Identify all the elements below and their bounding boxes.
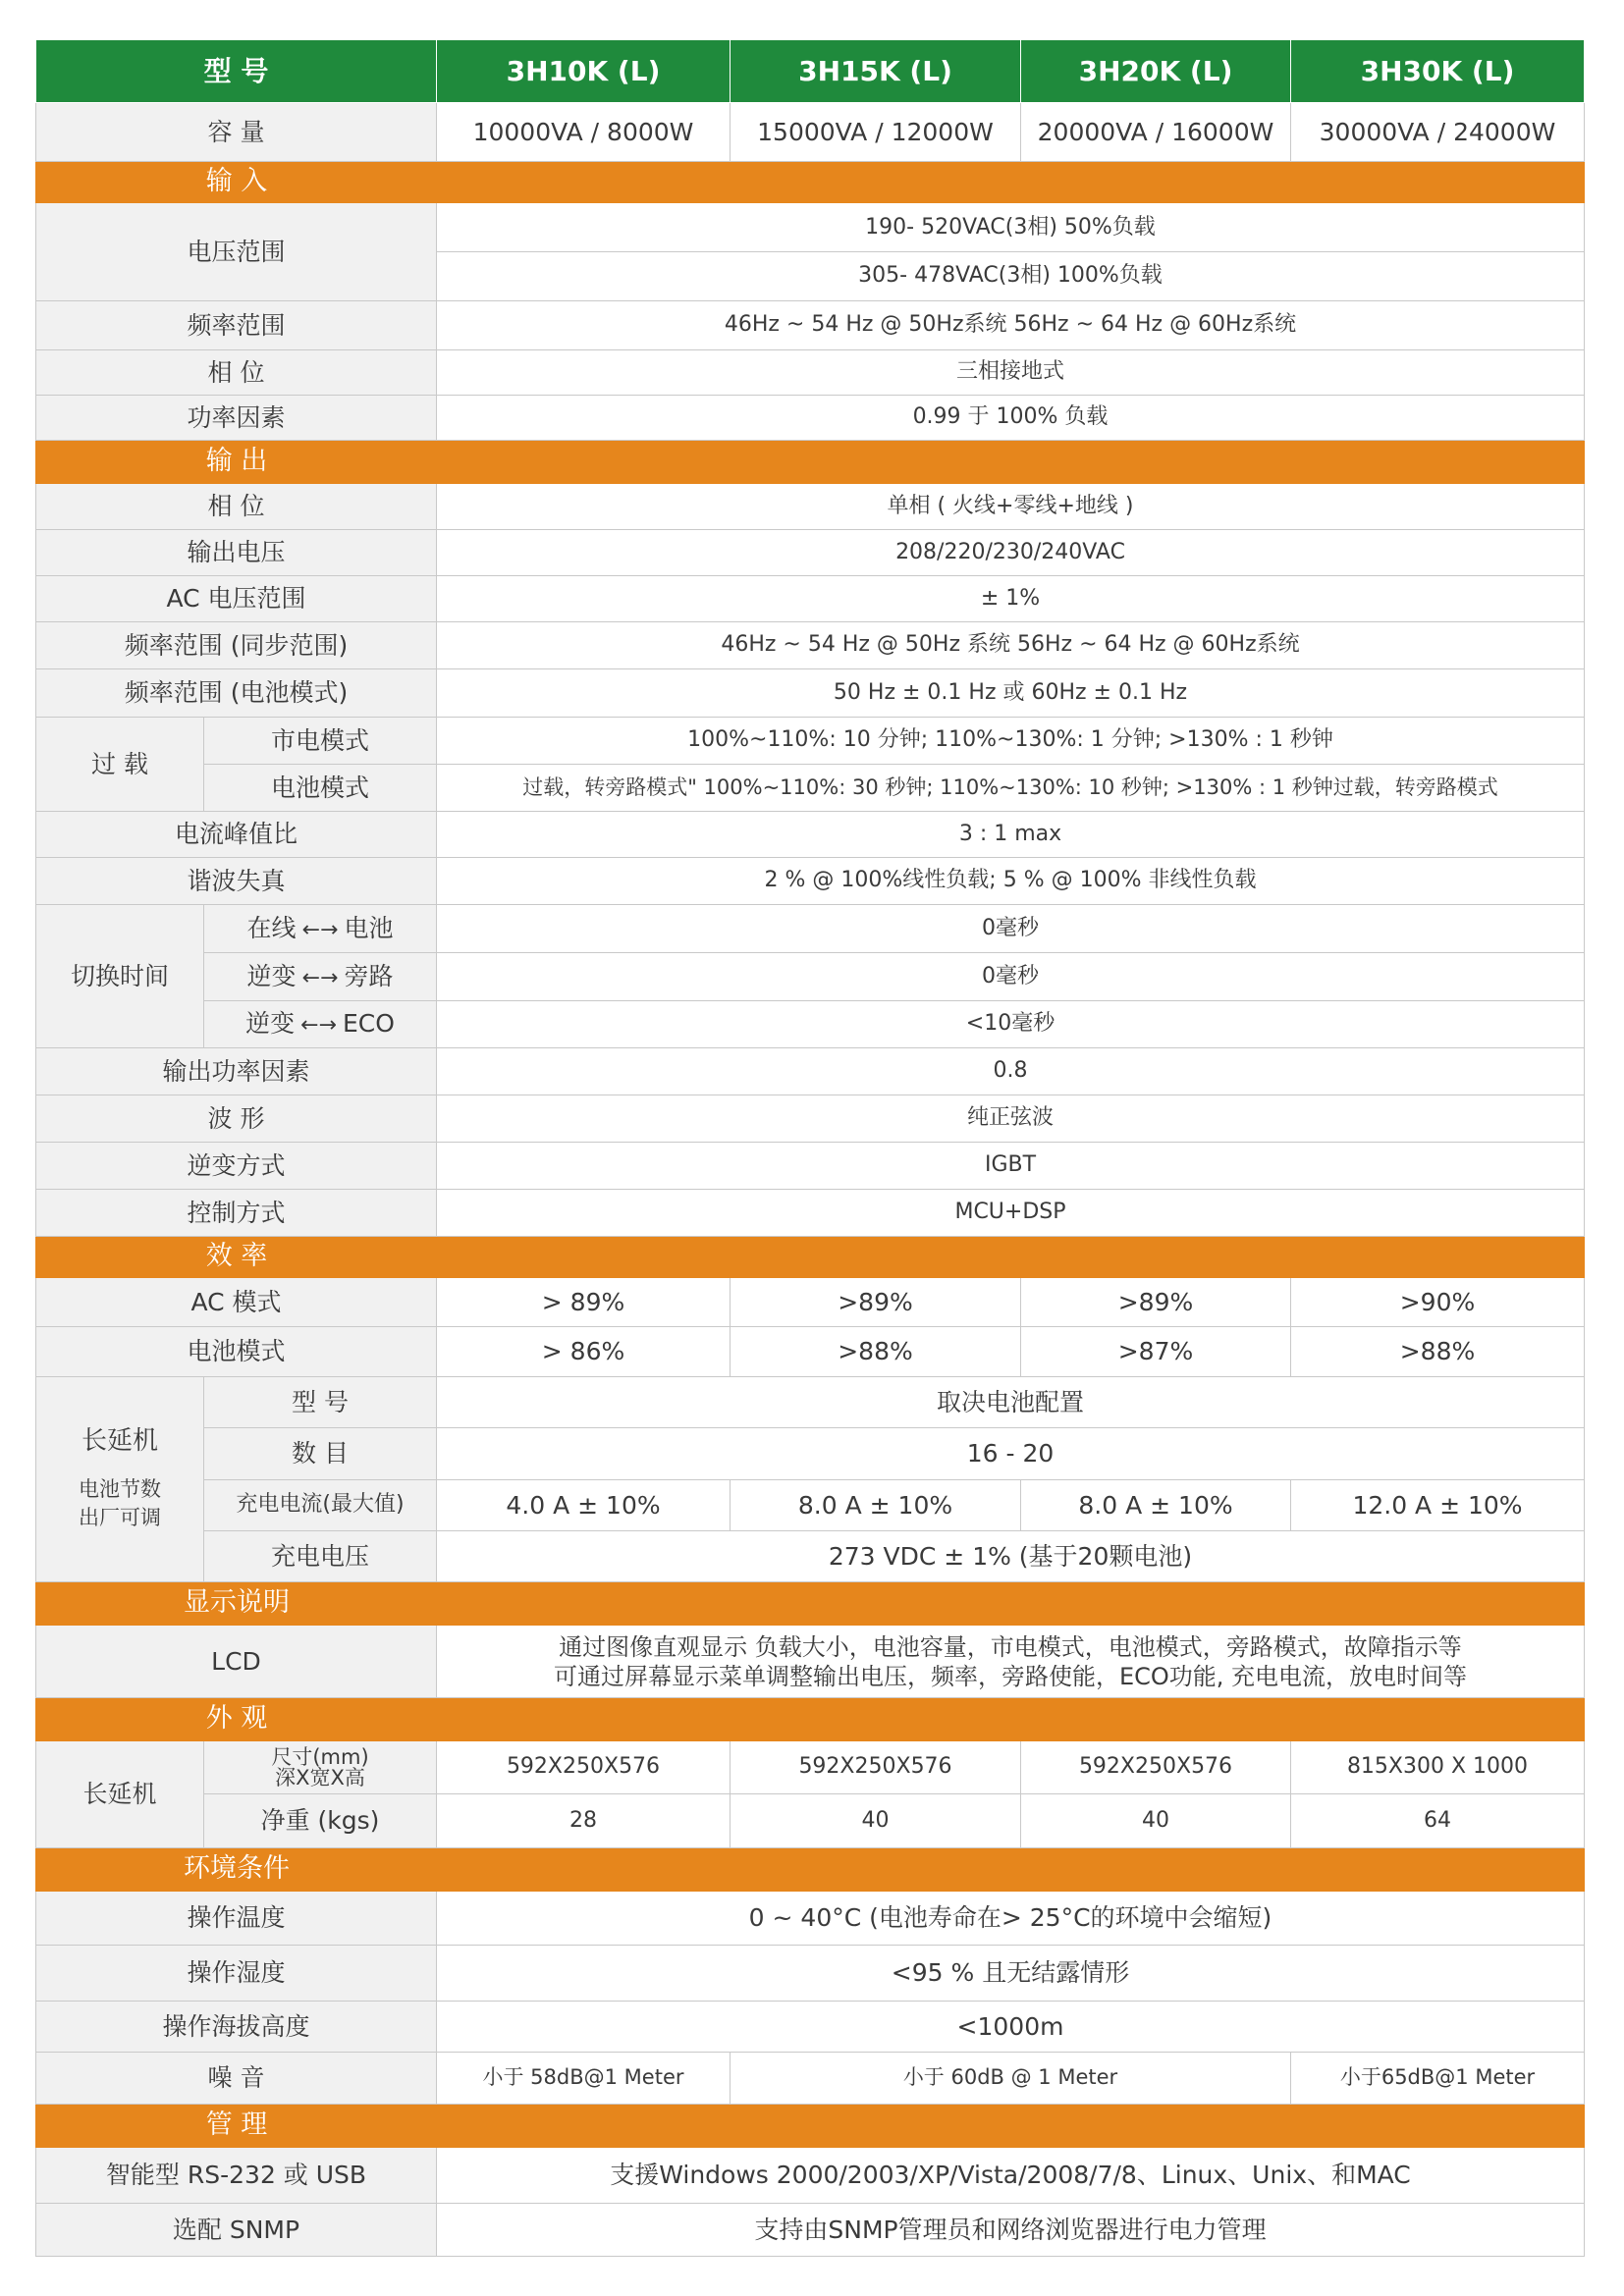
row-value: 592X250X576 bbox=[731, 1741, 1021, 1794]
row-sublabel: 充电电压 bbox=[204, 1531, 437, 1582]
eff-battery-row bbox=[36, 1327, 1585, 1377]
row-value: 592X250X576 bbox=[437, 1741, 731, 1794]
altitude-row bbox=[36, 2002, 1585, 2053]
row-label: 输出电压 bbox=[36, 530, 437, 576]
output-freq-sync-row bbox=[36, 622, 1585, 669]
section-title: 外 观 bbox=[205, 1703, 268, 1735]
double-arrow-icon: ←→ bbox=[301, 965, 339, 990]
input-voltage-line: 190- 520VAC(3相) 50%负载 bbox=[437, 204, 1584, 252]
row-label: 逆变方式 bbox=[36, 1143, 437, 1190]
row-value: >87% bbox=[1021, 1327, 1291, 1377]
dimensions-label: 尺寸(mm) 深X宽X高 bbox=[204, 1741, 437, 1794]
transfer-row bbox=[36, 1001, 1585, 1048]
row-value: >89% bbox=[1021, 1278, 1291, 1327]
row-value: 815X300 X 1000 bbox=[1291, 1741, 1585, 1794]
appearance-group-label: 长延机 bbox=[36, 1741, 204, 1848]
section-title: 效 率 bbox=[205, 1241, 268, 1272]
overload-label: 过 载 bbox=[36, 718, 204, 812]
section-management bbox=[36, 2105, 1585, 2148]
row-value: 16 - 20 bbox=[437, 1428, 1585, 1480]
rs232-row bbox=[36, 2148, 1585, 2204]
battery-count-row bbox=[36, 1428, 1585, 1480]
output-ac-range-row bbox=[36, 576, 1585, 622]
spec-table bbox=[35, 39, 1585, 2257]
row-label: 操作湿度 bbox=[36, 1946, 437, 2002]
transfer-row bbox=[36, 953, 1585, 1001]
weight-row bbox=[36, 1794, 1585, 1848]
row-sublabel: 市电模式 bbox=[204, 718, 437, 765]
row-value: 过载，转旁路模式" 100%~110%: 30 秒钟; 110%~130%: 10 秒钟; >130% : 1 秒钟过载，转旁路模式 bbox=[437, 765, 1585, 812]
row-value: 支援Windows 2000/2003/XP/Vista/2008/7/8、Linux、Unix、和MAC bbox=[437, 2148, 1585, 2204]
row-value: 273 VDC ± 1% (基于20颗电池) bbox=[437, 1531, 1585, 1582]
row-value: 0毫秒 bbox=[437, 953, 1585, 1001]
row-label: 相 位 bbox=[36, 350, 437, 396]
row-label: 电压范围 bbox=[36, 203, 437, 301]
row-sublabel: 电池模式 bbox=[204, 765, 437, 812]
row-label: 相 位 bbox=[36, 484, 437, 530]
row-value: > 86% bbox=[437, 1327, 731, 1377]
row-value: 2 % @ 100%线性负载; 5 % @ 100% 非线性负载 bbox=[437, 858, 1585, 905]
op-temp-row bbox=[36, 1892, 1585, 1946]
dimensions-row bbox=[36, 1741, 1585, 1794]
row-value: 100%~110%: 10 分钟; 110%~130%: 1 分钟; >130% : 1 秒钟 bbox=[437, 718, 1585, 765]
row-value: 0 ~ 40°C (电池寿命在> 25°C的环境中会缩短) bbox=[437, 1892, 1585, 1946]
output-phase-row bbox=[36, 484, 1585, 530]
lcd-row bbox=[36, 1626, 1585, 1698]
row-value: 64 bbox=[1291, 1794, 1585, 1848]
row-value: >88% bbox=[731, 1327, 1021, 1377]
overload-mains-row bbox=[36, 718, 1585, 765]
section-display bbox=[36, 1582, 1585, 1626]
row-label: 频率范围 (电池模式) bbox=[36, 669, 437, 718]
output-freq-battery-row bbox=[36, 669, 1585, 718]
row-value: > 89% bbox=[437, 1278, 731, 1327]
capacity-value: 15000VA / 12000W bbox=[731, 103, 1021, 162]
battery-type-row bbox=[36, 1377, 1585, 1428]
capacity-row bbox=[36, 103, 1585, 162]
waveform-row bbox=[36, 1095, 1585, 1143]
transfer-label: 切换时间 bbox=[36, 905, 204, 1048]
row-value: ± 1% bbox=[437, 576, 1585, 622]
row-label: 控制方式 bbox=[36, 1190, 437, 1237]
row-label: 噪 音 bbox=[36, 2053, 437, 2105]
row-label: 选配 SNMP bbox=[36, 2204, 437, 2257]
transfer-mode: 逆变 ←→ ECO bbox=[204, 1001, 437, 1048]
battery-charge-current-row bbox=[36, 1480, 1585, 1531]
battery-group-label: 长延机 电池节数 出厂可调 bbox=[36, 1377, 204, 1582]
row-value: 50 Hz ± 0.1 Hz 或 60Hz ± 0.1 Hz bbox=[437, 669, 1585, 718]
row-value: 纯正弦波 bbox=[437, 1095, 1585, 1143]
row-value: 支持由SNMP管理员和网络浏览器进行电力管理 bbox=[437, 2204, 1585, 2257]
row-label: AC 电压范围 bbox=[36, 576, 437, 622]
transfer-mode: 在线 ←→ 电池 bbox=[204, 905, 437, 953]
row-value: MCU+DSP bbox=[437, 1190, 1585, 1237]
model-label: 型 号 bbox=[36, 40, 437, 103]
row-label: 操作温度 bbox=[36, 1892, 437, 1946]
row-label: 输出功率因素 bbox=[36, 1048, 437, 1095]
row-value: 592X250X576 bbox=[1021, 1741, 1291, 1794]
section-input bbox=[36, 162, 1585, 203]
row-label: LCD bbox=[36, 1626, 437, 1698]
row-value: 8.0 A ± 10% bbox=[731, 1480, 1021, 1531]
row-value: <10毫秒 bbox=[437, 1001, 1585, 1048]
section-output bbox=[36, 441, 1585, 484]
input-frequency-row bbox=[36, 301, 1585, 350]
inverter-row bbox=[36, 1143, 1585, 1190]
row-value: 3 : 1 max bbox=[437, 812, 1585, 858]
row-label: 电流峰值比 bbox=[36, 812, 437, 858]
capacity-label: 容 量 bbox=[36, 103, 437, 162]
capacity-value: 30000VA / 24000W bbox=[1291, 103, 1585, 162]
lcd-description: 通过图像直观显示 负载大小，电池容量，市电模式，电池模式，旁路模式，故障指示等 可通过屏幕显示菜单调整输出电压，频率，旁路使能，ECO功能, 充电电流，放电时间等 bbox=[437, 1626, 1585, 1698]
input-voltage-values bbox=[437, 203, 1585, 301]
row-value: 40 bbox=[1021, 1794, 1291, 1848]
model-name: 3H10K (L) bbox=[437, 40, 731, 103]
row-value: 取决电池配置 bbox=[437, 1377, 1585, 1428]
row-value: 小于 60dB @ 1 Meter bbox=[731, 2053, 1291, 2105]
row-value: 三相接地式 bbox=[437, 350, 1585, 396]
row-value: 28 bbox=[437, 1794, 731, 1848]
row-value: 208/220/230/240VAC bbox=[437, 530, 1585, 576]
noise-row bbox=[36, 2053, 1585, 2105]
row-label: 功率因素 bbox=[36, 396, 437, 441]
row-label: 波 形 bbox=[36, 1095, 437, 1143]
model-name: 3H30K (L) bbox=[1291, 40, 1585, 103]
row-label: 频率范围 bbox=[36, 301, 437, 350]
battery-charge-voltage-row bbox=[36, 1531, 1585, 1582]
section-title: 显示说明 bbox=[184, 1587, 290, 1619]
input-voltage-line: 305- 478VAC(3相) 100%负载 bbox=[858, 262, 1163, 288]
section-title: 输 入 bbox=[205, 166, 268, 197]
row-value: 8.0 A ± 10% bbox=[1021, 1480, 1291, 1531]
transfer-row bbox=[36, 905, 1585, 953]
double-arrow-icon: ←→ bbox=[301, 917, 339, 942]
row-label: 智能型 RS-232 或 USB bbox=[36, 2148, 437, 2204]
section-appearance bbox=[36, 1698, 1585, 1741]
input-voltage-row bbox=[36, 203, 1585, 301]
row-value: IGBT bbox=[437, 1143, 1585, 1190]
row-sublabel: 型 号 bbox=[204, 1377, 437, 1428]
row-sublabel: 净重 (kgs) bbox=[204, 1794, 437, 1848]
row-value: 0.99 于 100% 负载 bbox=[437, 396, 1585, 441]
row-value: 46Hz ~ 54 Hz @ 50Hz 系统 56Hz ~ 64 Hz @ 60Hz系统 bbox=[437, 622, 1585, 669]
input-phase-row bbox=[36, 350, 1585, 396]
row-value: <95 % 且无结露情形 bbox=[437, 1946, 1585, 2002]
row-value: >89% bbox=[731, 1278, 1021, 1327]
transfer-mode: 逆变 ←→ 旁路 bbox=[204, 953, 437, 1001]
row-value: 0.8 bbox=[437, 1048, 1585, 1095]
row-sublabel: 数 目 bbox=[204, 1428, 437, 1480]
output-voltage-row bbox=[36, 530, 1585, 576]
thd-row bbox=[36, 858, 1585, 905]
row-label: 操作海拔高度 bbox=[36, 2002, 437, 2053]
row-value: 小于 58dB@1 Meter bbox=[437, 2053, 731, 2105]
row-value: 小于65dB@1 Meter bbox=[1291, 2053, 1585, 2105]
model-name: 3H20K (L) bbox=[1021, 40, 1291, 103]
snmp-row bbox=[36, 2204, 1585, 2257]
overload-battery-row bbox=[36, 765, 1585, 812]
section-efficiency bbox=[36, 1237, 1585, 1278]
section-title: 环境条件 bbox=[184, 1853, 290, 1885]
double-arrow-icon: ←→ bbox=[300, 1013, 337, 1039]
row-value: <1000m bbox=[437, 2002, 1585, 2053]
row-value: 12.0 A ± 10% bbox=[1291, 1480, 1585, 1531]
output-pf-row bbox=[36, 1048, 1585, 1095]
op-humidity-row bbox=[36, 1946, 1585, 2002]
row-label: 频率范围 (同步范围) bbox=[36, 622, 437, 669]
header-row bbox=[36, 40, 1585, 103]
row-value: >90% bbox=[1291, 1278, 1585, 1327]
capacity-value: 10000VA / 8000W bbox=[437, 103, 731, 162]
crest-factor-row bbox=[36, 812, 1585, 858]
section-title: 管 理 bbox=[205, 2109, 268, 2141]
model-name: 3H15K (L) bbox=[731, 40, 1021, 103]
row-label: 谐波失真 bbox=[36, 858, 437, 905]
input-pf-row bbox=[36, 396, 1585, 441]
section-title: 输 出 bbox=[205, 446, 268, 477]
row-label: 电池模式 bbox=[36, 1327, 437, 1377]
row-label: AC 模式 bbox=[36, 1278, 437, 1327]
row-value: 40 bbox=[731, 1794, 1021, 1848]
row-value: 0毫秒 bbox=[437, 905, 1585, 953]
eff-ac-row bbox=[36, 1278, 1585, 1327]
section-environment bbox=[36, 1848, 1585, 1892]
capacity-value: 20000VA / 16000W bbox=[1021, 103, 1291, 162]
row-value: 4.0 A ± 10% bbox=[437, 1480, 731, 1531]
row-sublabel: 充电电流(最大值) bbox=[204, 1480, 437, 1531]
row-value: 46Hz ~ 54 Hz @ 50Hz系统 56Hz ~ 64 Hz @ 60Hz系统 bbox=[437, 301, 1585, 350]
control-row bbox=[36, 1190, 1585, 1237]
row-value: 单相 ( 火线+零线+地线 ) bbox=[437, 484, 1585, 530]
row-value: >88% bbox=[1291, 1327, 1585, 1377]
